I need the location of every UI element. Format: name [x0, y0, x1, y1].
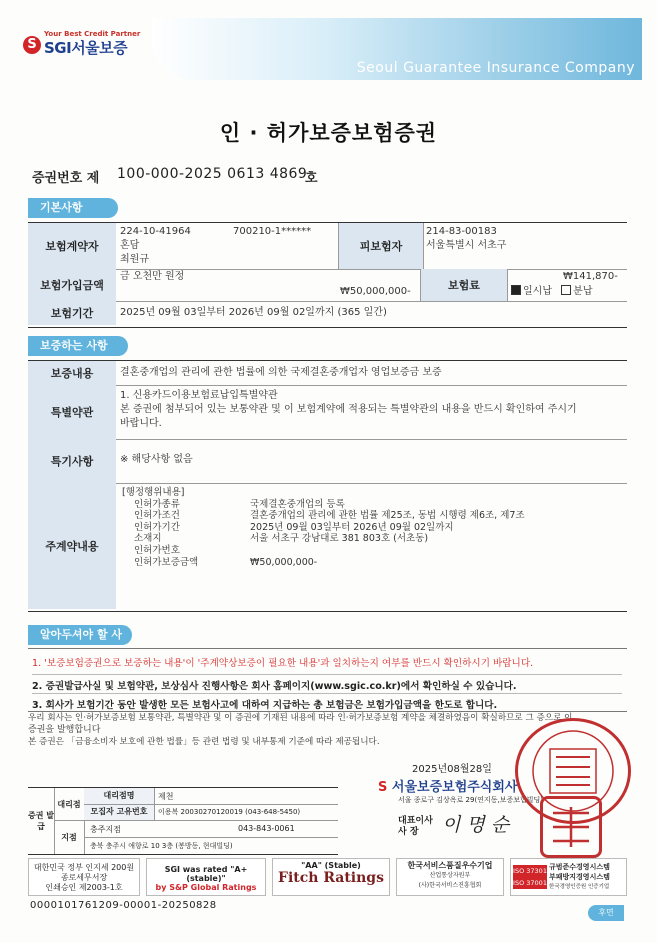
extra-label: 특기사항 [28, 439, 116, 483]
section-notice: 알아두셔야 할 사항 [28, 625, 132, 645]
main-contract-value: ₩50,000,000- [250, 556, 318, 568]
section-basic: 기본사항 [28, 198, 118, 218]
main-contract-item [122, 499, 525, 511]
back-page-button[interactable]: 후면 [588, 905, 624, 921]
main-contract-item [122, 510, 525, 522]
iso-badge [510, 858, 627, 896]
recruiter-label: 모집자 고유번호 [84, 804, 155, 821]
main-contract-item [122, 533, 525, 545]
special-line3: 바랍니다. [120, 418, 162, 429]
content-row [28, 361, 627, 386]
main-contract-key: 소재지 [134, 533, 162, 545]
iso-desc-1: 규범준수경영시스템 [549, 863, 610, 871]
branch-name: 충주지점 [90, 825, 121, 834]
iso-desc-3: 한국경영인증원 인증기업 [549, 884, 610, 890]
section-guarantee: 보증하는 사항 [28, 336, 128, 356]
contractor-id: 224-10-41964 [120, 226, 191, 237]
notice-2: 2. 증권발급사실 및 보험약관, 보상심사 진행사항은 회사 홈페이지(www.sgic.co.kr)에서 확인하실 수 있습니다. [32, 674, 622, 692]
main-contract-body [122, 487, 525, 568]
issue-side-label: 증권 발급 [28, 788, 55, 854]
basic-table [28, 222, 627, 328]
sp-rating-badge [146, 858, 266, 896]
ksq-badge [396, 858, 504, 896]
document-code: 0000101761209-00001-20250828 [30, 900, 217, 911]
notice-1: 1. '보증보험증권으로 보증하는 내용'이 '주계약상보증이 필요한 내용'과 일치하는지 여부를 반드시 확인하시기 바랍니다. [32, 658, 534, 669]
amount-row [28, 269, 627, 302]
premium-opt-lumpsum: 일시납 [523, 286, 552, 297]
main-contract-value: 결혼중개업의 관리에 관한 법률 제25조, 동법 시행령 제6조, 제7조 [250, 510, 525, 522]
main-contract-value: 서울 서초구 강남대로 381 803호 (서초동) [250, 533, 429, 545]
sp-line-1: SGI was rated "A+(stable)" [164, 865, 248, 883]
main-contract-item [122, 557, 525, 569]
footer-line-1: 우리 회사는 인·허가보증보험 보통약관, 특별약관 및 이 증권에 기재된 내용에 따라 인·허가보증보험 계약을 체결하였음이 확실하므로 그 증으로 이 [28, 713, 573, 723]
fitch-line-2: Fitch Ratings [278, 870, 384, 886]
extra-row [28, 439, 627, 484]
footer-line-3: 본 증권은 「금융소비자 보호에 관한 법률」등 관련 법령 및 내부통제 기준에 따라 제공됩니다. [28, 737, 380, 747]
iso-code-2: ISO 37001 [513, 879, 547, 887]
main-contract-item [122, 545, 525, 557]
cert-number: 100-000-2025 0613 4869 [117, 166, 308, 182]
company-logo-icon: S [378, 780, 388, 795]
recruiter-value: 이용복 20030270120019 (043-648-5450) [158, 808, 301, 816]
notice-box [28, 648, 627, 712]
branch-address: 충북 충주시 애향로 10 3층 (봉방동, 현대빌딩) [90, 842, 233, 850]
sp-line-2: by S&P Global Ratings [155, 883, 257, 892]
contractor-rrn: 700210-1****** [233, 226, 312, 237]
main-contract-label: 주계약내용 [28, 483, 116, 609]
premium-opt-installment: 분납 [573, 286, 593, 297]
main-contract-value: 국제결혼중개업의 등록 [250, 498, 345, 510]
tax-badge [28, 858, 140, 896]
main-contract-header: [행정행위내용] [122, 487, 185, 498]
ceo-title-1: 대표이사 [398, 816, 433, 826]
special-line2: 본 증권에 첨부되어 있는 보통약관 및 이 보험계약에 적용되는 특별약관의 내용을 반드시 확인하여 주시기 [120, 404, 577, 415]
main-contract-key: 인허가기간 [134, 521, 180, 533]
main-contract-row [28, 483, 627, 609]
sgi-logo-icon: S [23, 36, 41, 54]
premium-value: ₩141,870- [563, 271, 618, 282]
logo-name: SGI서울보증 [44, 39, 128, 57]
period-value: 2025년 09월 03일부터 2026년 09월 02일까지 (365 일간) [120, 307, 387, 318]
special-row [28, 385, 627, 440]
company-name: 서울보증보험주식회사 [391, 780, 518, 795]
special-label: 특별약관 [28, 385, 116, 439]
agent-label: 대리점 [54, 788, 85, 821]
insured-id: 214-83-00183 [426, 226, 497, 237]
fitch-rating-badge [272, 858, 390, 896]
main-contract-key: 인허가조건 [134, 510, 180, 522]
amount-text: 금 오천만 원정 [120, 271, 185, 282]
iso-desc-2: 부패방지경영시스템 [549, 873, 610, 881]
iso-codes [513, 865, 547, 889]
amount-value: ₩50,000,000- [340, 286, 411, 297]
guarantee-table [28, 360, 627, 612]
footer-line-2: 증권을 발행합니다 [28, 725, 101, 735]
main-contract-value: 2025년 09월 03일부터 2026년 09월 02일까지 [250, 521, 454, 533]
cert-number-suffix: 호 [305, 171, 318, 186]
premium-label: 보험료 [421, 269, 507, 301]
branch-label: 지점 [54, 820, 85, 854]
iso-code-1: ISO 37301 [513, 867, 547, 875]
tax-line-2: 종로세무서장 [60, 873, 108, 882]
logo-tagline: Your Best Credit Partner [44, 30, 141, 38]
period-row [28, 301, 627, 325]
contractor-label: 보험계약자 [28, 223, 116, 269]
ceo-title-2: 사 장 [398, 827, 419, 837]
special-line1: 1. 신용카드이용보험료납입특별약관 [120, 390, 278, 401]
cert-number-label: 증권번호 제 [32, 171, 100, 186]
issue-date: 2025년08월28일 [412, 764, 492, 775]
notice-3: 3. 회사가 보험기간 동안 발생한 모든 보험사고에 대하여 지급하는 총 보험금은 보험가입금액을 한도로 합니다. [32, 693, 622, 711]
agent-name-value: 제천 [158, 792, 174, 801]
ceo-signature: 이 명 순 [442, 814, 510, 836]
ceo-seal [540, 796, 602, 858]
installment-checkbox [561, 285, 571, 295]
main-contract-key: 인허가번호 [134, 544, 180, 556]
fitch-line-1: "AA" (Stable) [301, 861, 361, 870]
content-label: 보증내용 [28, 361, 116, 385]
main-contract-item [122, 522, 525, 534]
branch-phone: 043-843-0061 [238, 824, 295, 833]
ceo-title [398, 816, 433, 838]
contractor-name: 혼담 [120, 240, 140, 251]
lumpsum-checkbox [511, 285, 521, 295]
ksq-line-1: 한국서비스품질우수기업 [407, 861, 493, 870]
premium-options [511, 285, 593, 299]
issue-table [28, 787, 338, 855]
banner-text: Seoul Guarantee Insurance Company [356, 60, 635, 76]
content-value: 결혼중개업의 관리에 관한 법률에 의한 국제결혼중개업자 영업보증금 보증 [120, 367, 442, 378]
issuer-company [378, 776, 518, 795]
main-contract-key: 인허가보증금액 [134, 556, 199, 568]
issuer-address: 서울 종로구 김상옥로 29(연지동,보증보험빌딩) [398, 796, 543, 804]
insured-name: 서울특별시 서초구 [426, 240, 507, 251]
contractor-row [28, 223, 627, 270]
tax-line-3: 인쇄승인 제2003-1호 [45, 883, 123, 892]
contractor-rep: 최원규 [120, 254, 149, 265]
amount-label: 보험가입금액 [28, 269, 116, 301]
extra-value: ※ 해당사항 없음 [120, 454, 193, 465]
document-title: 인 · 허가보증보험증권 [219, 121, 438, 145]
agent-name-label: 대리점명 [84, 788, 155, 805]
tax-line-1: 대한민국 정부 인지세 200원 [33, 863, 135, 872]
iso-desc [549, 862, 627, 892]
ksq-line-3: (사)한국서비스진흥협회 [418, 882, 482, 889]
ksq-line-2: 산업통상자원부 [429, 872, 471, 879]
main-contract-key: 인허가종류 [134, 498, 180, 510]
period-label: 보험기간 [28, 301, 116, 325]
insured-label: 피보험자 [339, 223, 423, 269]
